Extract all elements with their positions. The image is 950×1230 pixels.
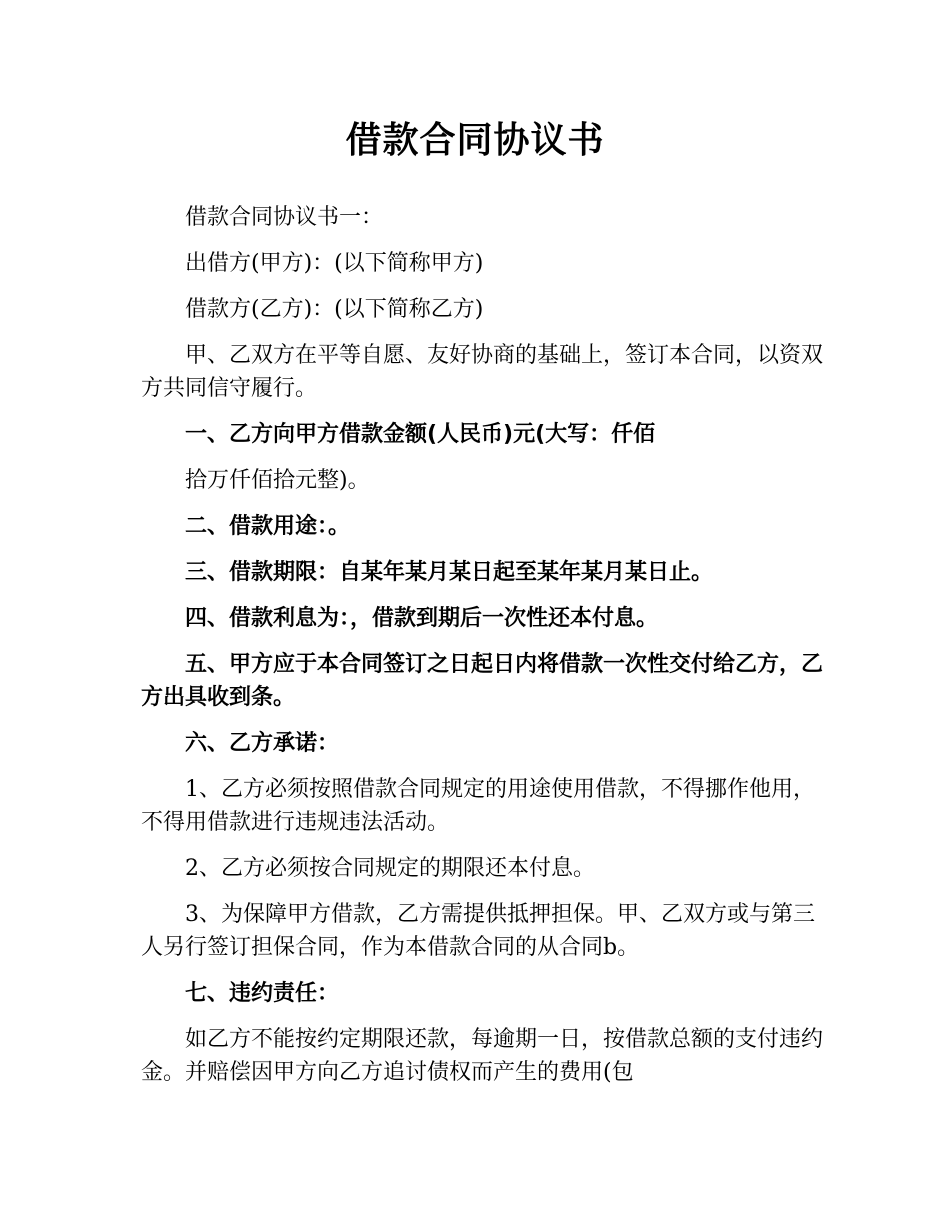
clause-2-loan-purpose: 二、借款用途：。: [185, 514, 351, 539]
clause-3-loan-term: 三、借款期限：自某年某月某日起至某年某月某日止。: [185, 560, 714, 585]
clause-5-delivery: 五、甲方应于本合同签订之日起日内将借款一次性交付给乙方，乙方出具收到条。: [141, 652, 824, 710]
commitment-item-1: 1、乙方必须按照借款合同规定的用途使用借款，不得挪作他用，不得用借款进行违规违法活动。: [141, 777, 815, 835]
clause-1-loan-amount: 一、乙方向甲方借款金额(人民币)元(大写：仟佰: [185, 422, 656, 447]
paragraph-lender: 出借方(甲方)：(以下简称甲方): [185, 251, 484, 276]
document-title: 借款合同协议书: [345, 120, 605, 161]
commitment-item-3: 3、为保障甲方借款，乙方需提供抵押担保。甲、乙双方或与第三人另行签订担保合同，作为本借款合同的从合同b。: [141, 902, 815, 960]
paragraph-preamble: 甲、乙双方在平等自愿、友好协商的基础上，签订本合同，以资双方共同信守履行。: [141, 343, 824, 401]
clause-7-liability: 七、违约责任：: [185, 981, 340, 1006]
clause-1-amount-continued: 拾万仟佰拾元整)。: [185, 468, 370, 493]
clause-4-interest: 四、借款利息为：，借款到期后一次性还本付息。: [185, 606, 659, 631]
paragraph-borrower: 借款方(乙方)：(以下简称乙方): [185, 297, 484, 322]
liability-text: 如乙方不能按约定期限还款，每逾期一日，按借款总额的支付违约金。并赔偿因甲方向乙方追讨债权而产生的费用(包: [141, 1027, 824, 1085]
paragraph-heading-line: 借款合同协议书一：: [185, 205, 384, 230]
document-body: [141, 201, 831, 1102]
commitment-item-2: 2、乙方必须按合同规定的期限还本付息。: [185, 856, 595, 881]
clause-6-commitments: 六、乙方承诺：: [185, 731, 340, 756]
